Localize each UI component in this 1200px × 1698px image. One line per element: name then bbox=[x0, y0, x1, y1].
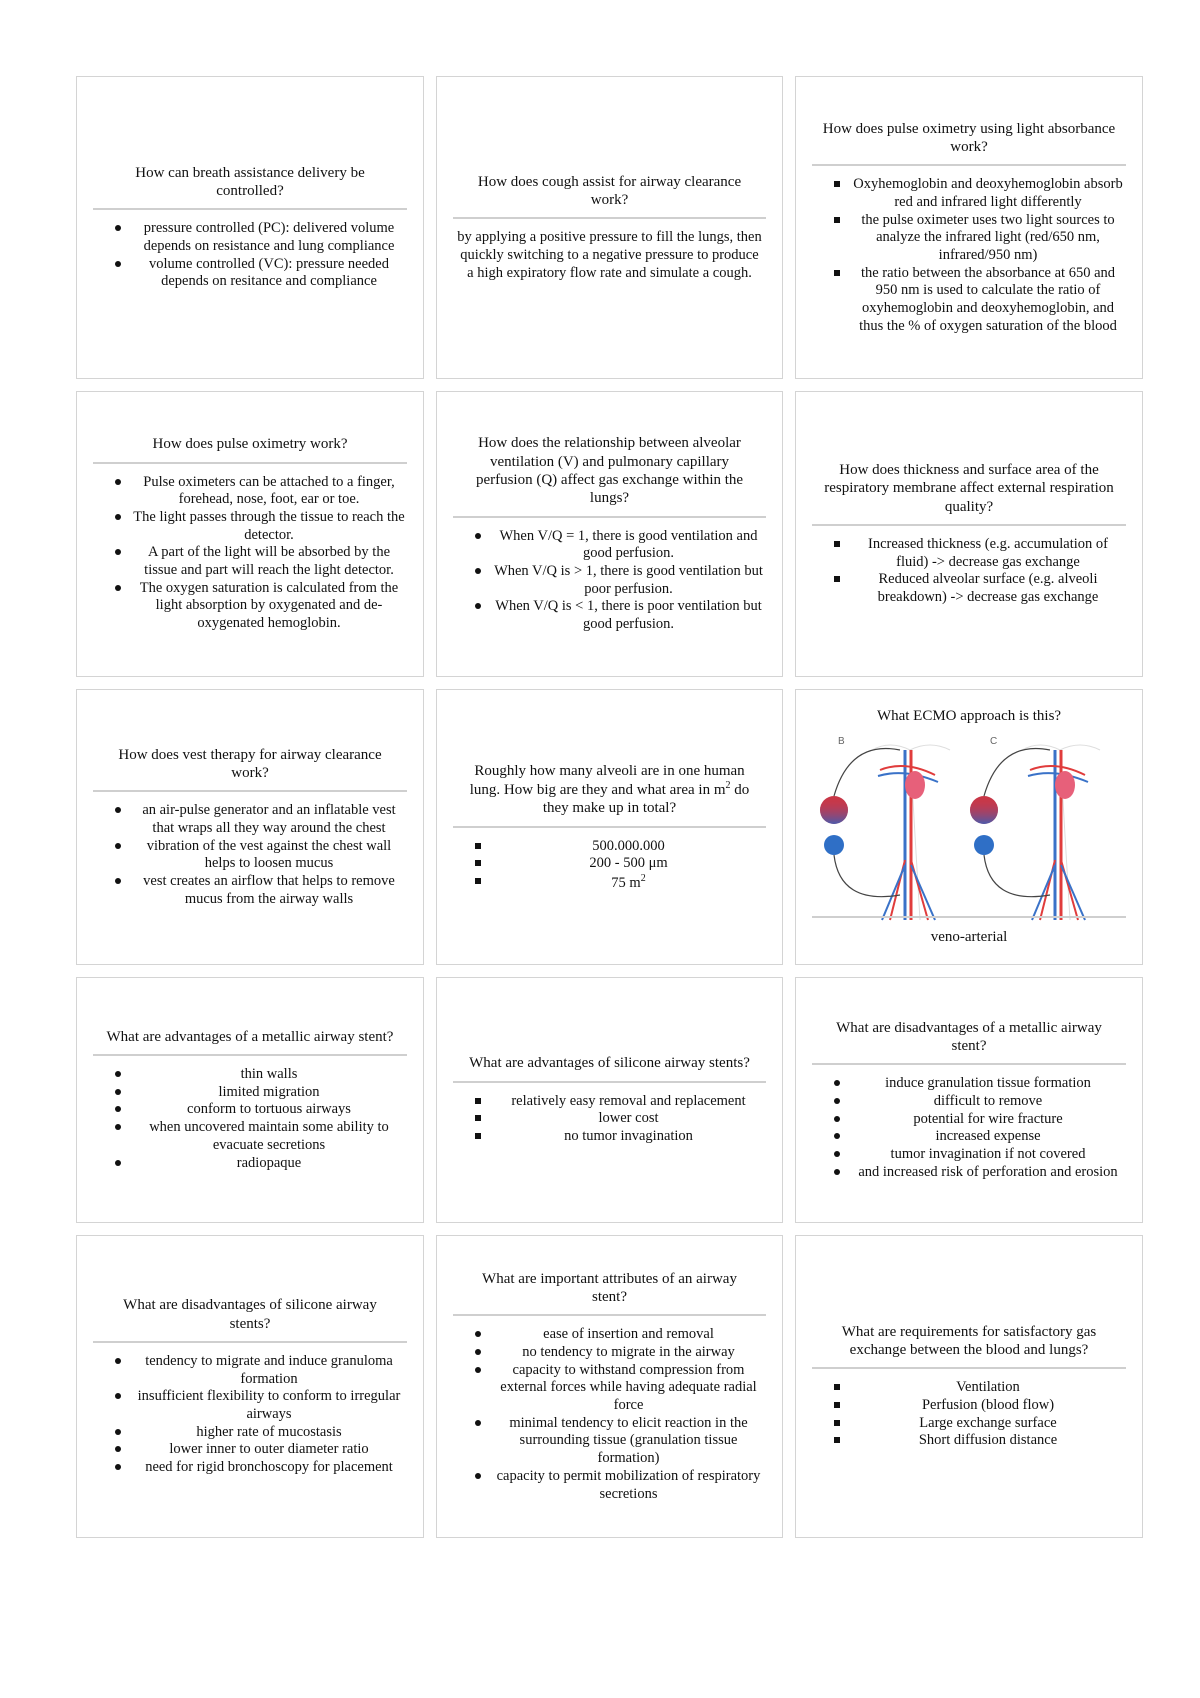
list-item: Reduced alveolar surface (e.g. alveoli breakdown) -> decrease gas exchange bbox=[826, 571, 1124, 606]
list-item: no tendency to migrate in the airway bbox=[467, 1344, 764, 1362]
card-answer-list bbox=[812, 1075, 1126, 1181]
list-item: A part of the light will be absorbed by the tissue and part will reach the light detector. bbox=[107, 544, 405, 579]
card-question: How does thickness and surface area of the respiratory membrane affect external respiration quality? bbox=[824, 462, 1114, 515]
card-answer-list bbox=[812, 176, 1126, 335]
list-item: volume controlled (VC): pressure needed depends on resitance and compliance bbox=[107, 256, 405, 291]
ecmo-illustration bbox=[810, 730, 1130, 930]
flashcard-vest-therapy bbox=[76, 689, 424, 965]
card-question: How can breath assistance delivery be controlled? bbox=[135, 164, 365, 200]
list-item: 75 $m^2$ bbox=[467, 873, 764, 893]
list-item: When V/Q is > 1, there is good ventilation but poor perfusion. bbox=[467, 563, 764, 598]
svg-text:C: C bbox=[990, 736, 998, 747]
list-item: and increased risk of perforation and erosion bbox=[826, 1164, 1124, 1182]
card-question: How does vest therapy for airway clearance work? bbox=[118, 746, 382, 781]
ecmo-figure-b bbox=[820, 745, 950, 920]
list-item: capacity to permit mobilization of respiratory secretions bbox=[467, 1468, 764, 1503]
card-question: What are important attributes of an airway stent? bbox=[482, 1270, 737, 1306]
list-item: the pulse oximeter uses two light sources to analyze the infrared light (red/650 nm, infrared/950 nm) bbox=[826, 212, 1124, 265]
list-item: Perfusion (blood flow) bbox=[826, 1397, 1124, 1415]
flashcard-metallic-stent-disadvantages bbox=[795, 977, 1143, 1223]
list-item: increased expense bbox=[826, 1128, 1124, 1146]
list-item: limited migration bbox=[107, 1084, 405, 1102]
card-question: What are advantages of silicone airway stents? bbox=[469, 1055, 750, 1072]
svg-text:B: B bbox=[838, 736, 845, 747]
list-item: the ratio between the absorbance at 650 and 950 nm is used to calculate the ratio of oxyhemoglobin and deoxyhemoglobin, and thus the % of oxygen saturation of the blood bbox=[826, 265, 1124, 336]
list-item: induce granulation tissue formation bbox=[826, 1075, 1124, 1093]
list-item: need for rigid bronchoscopy for placement bbox=[107, 1459, 405, 1477]
divider bbox=[812, 916, 1126, 918]
flashcard-pulse-oximetry-light bbox=[795, 76, 1143, 379]
list-item: vest creates an airflow that helps to remove mucus from the airway walls bbox=[107, 873, 405, 908]
divider bbox=[812, 1367, 1126, 1369]
list-item: potential for wire fracture bbox=[826, 1111, 1124, 1129]
list-item: lower inner to outer diameter ratio bbox=[107, 1441, 405, 1459]
flashcard-ecmo bbox=[795, 689, 1143, 965]
card-question: How does cough assist for airway clearance work? bbox=[477, 173, 742, 208]
flashcard-respiratory-membrane bbox=[795, 391, 1143, 677]
card-answer-list bbox=[93, 1066, 407, 1172]
list-item: conform to tortuous airways bbox=[107, 1101, 405, 1119]
flashcard-stent-attributes bbox=[436, 1235, 783, 1538]
card-answer-list bbox=[453, 1093, 766, 1146]
flashcard-silicone-stent-disadvantages bbox=[76, 1235, 424, 1538]
ecmo-diagram bbox=[810, 730, 1128, 930]
list-item: lower cost bbox=[467, 1110, 764, 1128]
list-item: 200 - 500 μm bbox=[467, 855, 764, 873]
card-answer-list bbox=[93, 802, 407, 908]
list-item: When V/Q = 1, there is good ventilation and good perfusion. bbox=[467, 528, 764, 563]
list-item: Pulse oximeters can be attached to a finger, forehead, nose, foot, ear or toe. bbox=[107, 474, 405, 509]
divider bbox=[812, 524, 1126, 526]
divider bbox=[453, 516, 766, 518]
card-answer-list bbox=[453, 838, 766, 893]
list-item: The oxygen saturation is calculated from the light absorption by oxygenated and de-oxygenated hemoglobin. bbox=[107, 580, 405, 633]
flashcard-gas-exchange-requirements bbox=[795, 1235, 1143, 1538]
card-question: Roughly how many alveoli are in one human lung. How big are they and what area in $m^2$ do they make up in total? bbox=[469, 762, 750, 817]
card-answer-list bbox=[453, 1326, 766, 1503]
list-item: Large exchange surface bbox=[826, 1415, 1124, 1433]
divider bbox=[93, 790, 407, 792]
list-item: when uncovered maintain some ability to evacuate secretions bbox=[107, 1119, 405, 1154]
flashcard-breath-assistance bbox=[76, 76, 424, 379]
list-item: tendency to migrate and induce granuloma formation bbox=[107, 1353, 405, 1388]
divider bbox=[812, 164, 1126, 166]
divider bbox=[453, 217, 766, 219]
list-item: tumor invagination if not covered bbox=[826, 1146, 1124, 1164]
list-item: 500.000.000 bbox=[467, 838, 764, 856]
divider bbox=[812, 1063, 1126, 1065]
flashcard-pulse-oximetry bbox=[76, 391, 424, 677]
card-question: What are requirements for satisfactory gas exchange between the blood and lungs? bbox=[841, 1323, 1097, 1359]
card-answer: by applying a positive pressure to fill the lungs, then quickly switching to a negative pressure to produce a high expiratory flow rate and simulate a cough. bbox=[457, 229, 762, 281]
list-item: difficult to remove bbox=[826, 1093, 1124, 1111]
flashcard-vq-ratio bbox=[436, 391, 783, 677]
list-item: thin walls bbox=[107, 1066, 405, 1084]
card-question: How does the relationship between alveolar ventilation (V) and pulmonary capillary perfusion (Q) affect gas exchange within the lungs? bbox=[475, 435, 744, 507]
list-item: Increased thickness (e.g. accumulation of fluid) -> decrease gas exchange bbox=[826, 536, 1124, 571]
list-item: When V/Q is < 1, there is poor ventilation but good perfusion. bbox=[467, 598, 764, 633]
list-item: ease of insertion and removal bbox=[467, 1326, 764, 1344]
card-question: What are disadvantages of silicone airway stents? bbox=[123, 1297, 377, 1332]
card-answer-list bbox=[812, 536, 1126, 607]
list-item: Ventilation bbox=[826, 1379, 1124, 1397]
card-answer: veno-arterial bbox=[930, 929, 1008, 945]
divider bbox=[93, 208, 407, 210]
card-answer-list bbox=[93, 1353, 407, 1477]
list-item: pressure controlled (PC): delivered volume depends on resistance and lung compliance bbox=[107, 220, 405, 255]
flashcard-cough-assist bbox=[436, 76, 783, 379]
divider bbox=[453, 826, 766, 828]
list-item: vibration of the vest against the chest wall helps to loosen mucus bbox=[107, 838, 405, 873]
card-question: How does pulse oximetry work? bbox=[152, 436, 348, 453]
list-item: Short diffusion distance bbox=[826, 1432, 1124, 1450]
card-answer-list bbox=[93, 220, 407, 291]
list-item: capacity to withstand compression from external forces while having adequate radial force bbox=[467, 1362, 764, 1415]
divider bbox=[93, 1341, 407, 1343]
card-question: What ECMO approach is this? bbox=[876, 708, 1062, 724]
list-item: radiopaque bbox=[107, 1155, 405, 1173]
list-item: minimal tendency to elicit reaction in the surrounding tissue (granulation tissue formation) bbox=[467, 1415, 764, 1468]
card-question: How does pulse oximetry using light absorbance work? bbox=[822, 120, 1116, 155]
list-item: an air-pulse generator and an inflatable vest that wraps all they way around the chest bbox=[107, 802, 405, 837]
list-item: no tumor invagination bbox=[467, 1128, 764, 1146]
list-item: relatively easy removal and replacement bbox=[467, 1093, 764, 1111]
list-item: insufficient flexibility to conform to irregular airways bbox=[107, 1388, 405, 1423]
divider bbox=[93, 1054, 407, 1056]
card-question: What are disadvantages of a metallic airway stent? bbox=[836, 1019, 1102, 1054]
list-item: The light passes through the tissue to reach the detector. bbox=[107, 509, 405, 544]
ecmo-figure-c bbox=[970, 745, 1100, 920]
divider bbox=[93, 462, 407, 464]
card-answer-list bbox=[93, 474, 407, 633]
flashcard-metallic-stent-advantages bbox=[76, 977, 424, 1223]
list-item: higher rate of mucostasis bbox=[107, 1424, 405, 1442]
card-answer-list bbox=[453, 528, 766, 634]
card-answer-list bbox=[812, 1379, 1126, 1450]
list-item: Oxyhemoglobin and deoxyhemoglobin absorb red and infrared light differently bbox=[826, 176, 1124, 211]
flashcard-silicone-stent-advantages bbox=[436, 977, 783, 1223]
divider bbox=[453, 1081, 766, 1083]
flashcard-alveoli bbox=[436, 689, 783, 965]
card-question: What are advantages of a metallic airway stent? bbox=[106, 1028, 394, 1045]
divider bbox=[453, 1314, 766, 1316]
